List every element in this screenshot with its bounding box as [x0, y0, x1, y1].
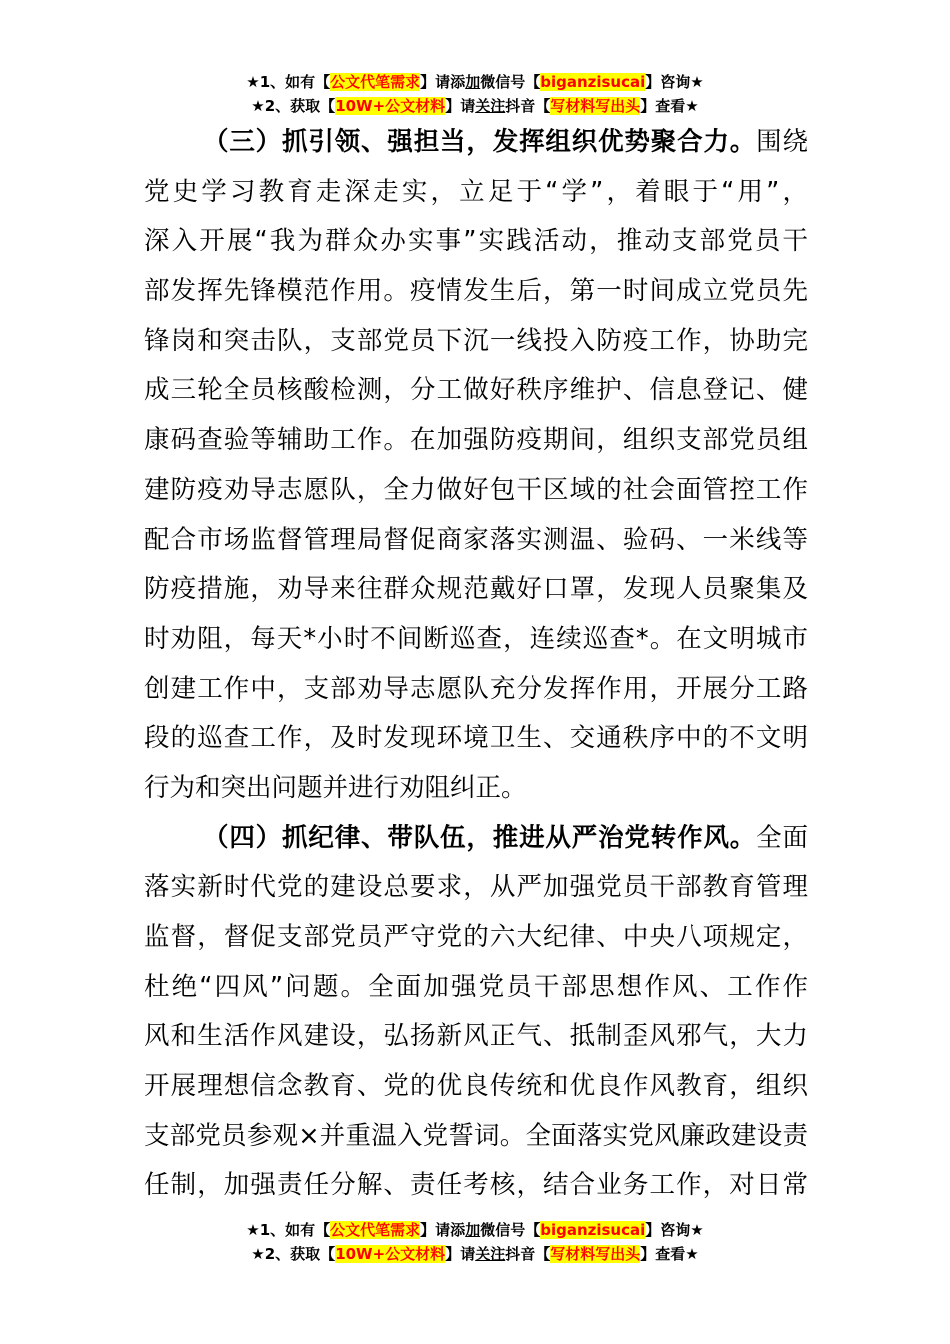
banner-text: 】请添	[420, 73, 466, 91]
section-3-first-line	[144, 118, 808, 168]
section-4-first-line	[144, 814, 808, 864]
paragraph-line: 防疫措施，劝导来往群众规范戴好口罩，发现人员聚集及	[144, 574, 808, 605]
paragraph-line: 任制，加强责任分解、责任考核，结合业务工作，对日常	[144, 1170, 808, 1201]
paragraph-line: 部发挥先锋模范作用。疫情发生后，第一时间成立党员先	[144, 276, 808, 307]
banner-text: 】请	[445, 1245, 476, 1263]
footer-banner-line-2	[0, 1242, 950, 1266]
paragraph-line: 创建工作中，支部劝导志愿队充分发挥作用，开展分工路	[144, 673, 808, 704]
banner-text: ★2、获取【	[251, 1245, 336, 1263]
banner-text: 】请添	[420, 1221, 466, 1239]
banner-text: 】请	[445, 97, 476, 115]
paragraph-line: 杜绝“四风”问题。全面加强党员干部思想作风、工作作	[144, 971, 808, 1002]
footer-banner	[0, 1218, 950, 1266]
banner-text: ★2、获取【	[251, 97, 336, 115]
banner-text: 抖音【	[505, 1245, 551, 1263]
banner-text: 】咨询★	[645, 1221, 704, 1239]
paragraph-line: 深入开展“我为群众办实事”实践活动，推动支部党员干	[144, 226, 808, 257]
header-banner	[0, 70, 950, 118]
paragraph-line: 锋岗和突击队，支部党员下沉一线投入防疫工作，协助完	[144, 325, 808, 356]
section-3-heading: （三）抓引领、强担当，发挥组织优势聚合力。	[203, 127, 757, 157]
banner-text: 抖音【	[505, 97, 551, 115]
document-body	[144, 118, 808, 1211]
section-4-heading: （四）抓纪律、带队伍，推进从严治党转作风。	[203, 822, 757, 853]
banner-highlight: 公文代笔需求	[330, 1221, 421, 1239]
banner-text: ★1、如有【	[246, 1221, 331, 1239]
paragraph-line: 康码查验等辅助工作。在加强防疫期间，组织支部党员组	[144, 425, 808, 456]
banner-highlight: 10W+公文材料	[335, 97, 446, 115]
paragraph-line: 风和生活作风建设，弘扬新风正气、抵制歪风邪气，大力	[144, 1021, 808, 1052]
banner-underlined: 加	[465, 73, 481, 91]
paragraph-line: 配合市场监督管理局督促商家落实测温、验码、一米线等	[144, 524, 808, 555]
banner-text: 】查看★	[640, 97, 699, 115]
banner-text: ★1、如有【	[246, 73, 331, 91]
paragraph-line: 开展理想信念教育、党的优良传统和优良作风教育，组织	[144, 1071, 808, 1102]
paragraph-line: 段的巡查工作，及时发现环境卫生、交通秩序中的不文明	[144, 723, 808, 754]
paragraph-line: 围绕	[756, 127, 808, 157]
banner-highlight: 公文代笔需求	[330, 73, 421, 91]
banner-text: 】咨询★	[645, 73, 704, 91]
banner-text: 微信号【	[480, 1221, 541, 1239]
paragraph-line: 建防疫劝导志愿队，全力做好包干区域的社会面管控工作	[144, 474, 808, 505]
footer-banner-line-1	[0, 1218, 950, 1242]
paragraph-line: 全面	[756, 822, 808, 853]
banner-highlight-douyin-account: 写材料写出头	[550, 97, 641, 115]
paragraph-line: 行为和突出问题并进行劝阻纠正。	[144, 772, 527, 803]
paragraph-line: 时劝阻，每天*小时不间断巡查，连续巡查*。在文明城市	[144, 623, 808, 654]
paragraph-line: 落实新时代党的建设总要求，从严加强党员干部教育管理	[144, 872, 808, 903]
banner-text: 】查看★	[640, 1245, 699, 1263]
paragraph-line: 党史学习教育走深走实，立足于“学”，着眼于“用”，	[144, 176, 808, 207]
banner-underlined: 关注	[475, 1245, 506, 1263]
header-banner-line-2	[0, 94, 950, 118]
paragraph-line: 支部党员参观×并重温入党誓词。全面落实党风廉政建设责	[144, 1120, 808, 1151]
banner-highlight-wechat-id: biganzisucai	[540, 73, 646, 91]
header-banner-line-1	[0, 70, 950, 94]
banner-underlined: 关注	[475, 97, 506, 115]
banner-underlined: 加	[465, 1221, 481, 1239]
paragraph-line: 成三轮全员核酸检测，分工做好秩序维护、信息登记、健	[144, 375, 808, 406]
banner-highlight-douyin-account: 写材料写出头	[550, 1245, 641, 1263]
banner-text: 微信号【	[480, 73, 541, 91]
paragraph-line: 监督，督促支部党员严守党的六大纪律、中央八项规定，	[144, 922, 808, 952]
banner-highlight-wechat-id: biganzisucai	[540, 1221, 646, 1239]
banner-highlight: 10W+公文材料	[335, 1245, 446, 1263]
